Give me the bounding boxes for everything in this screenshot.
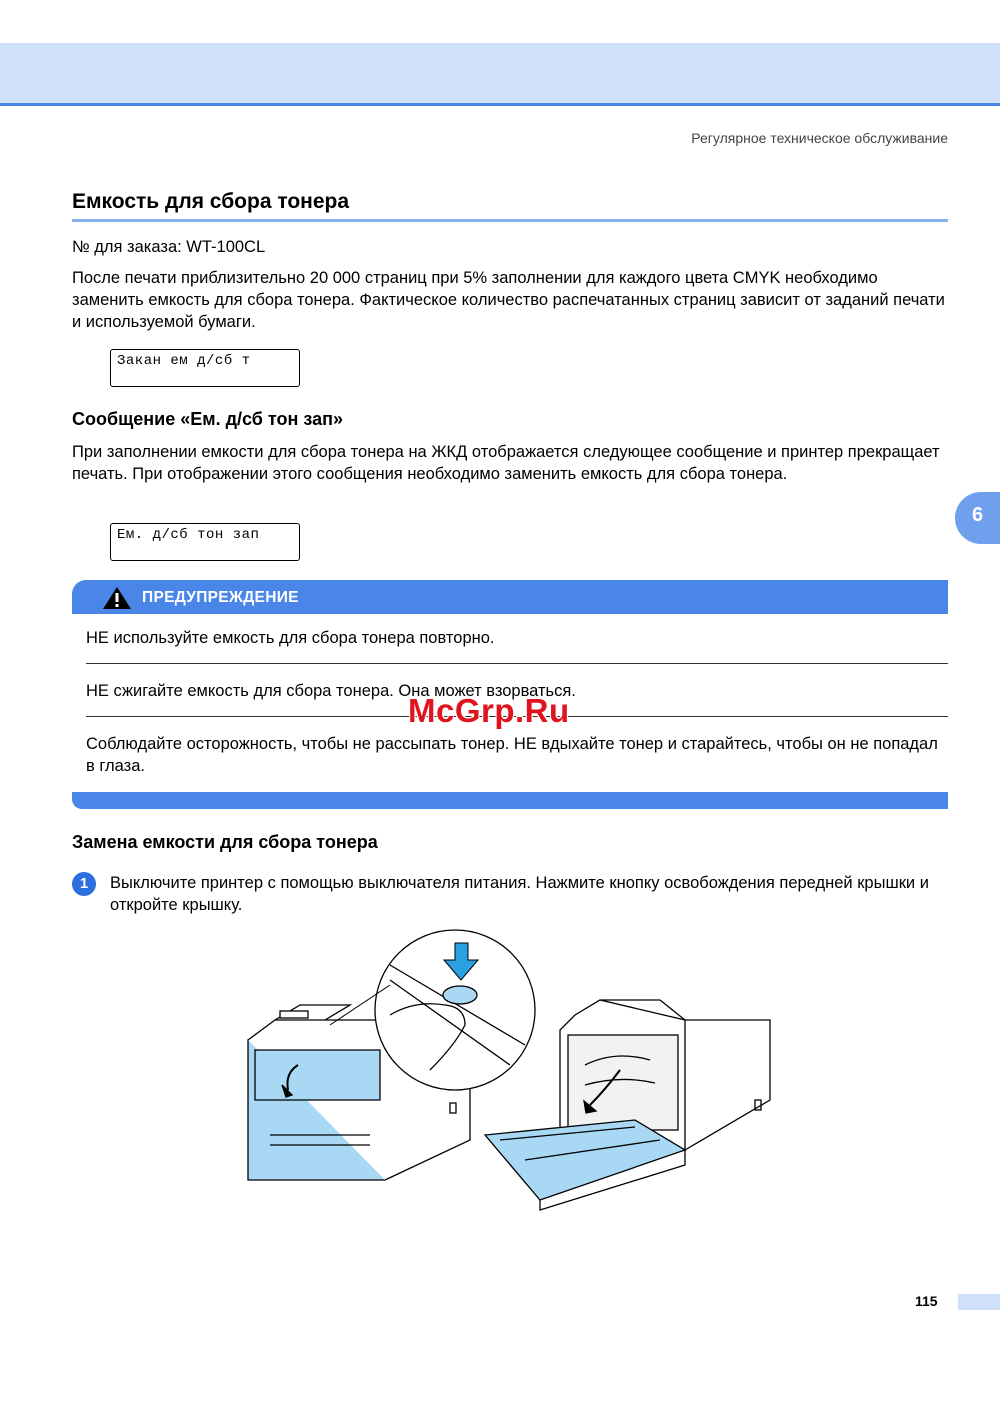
warning-header (72, 580, 948, 614)
message-paragraph: При заполнении емкости для сбора тонера на ЖКД отображается следующее сообщение и принтер прекращает печать. При отображении этого сообщения необходимо заменить емкость для сбора тонера. (72, 443, 940, 483)
chapter-tab: 6 (955, 492, 1000, 544)
printer-illustration (240, 925, 780, 1215)
warning-title: ПРЕДУПРЕЖДЕНИЕ (142, 589, 299, 606)
intro-paragraph: После печати приблизительно 20 000 страниц при 5% заполнении для каждого цвета CMYK необходимо заменить емкость для сбора тонера. Фактическое количество распечатанных страниц зависит от заданий печати и используемой бумаги. (72, 269, 945, 331)
watermark-text: McGrp.Ru (408, 692, 570, 729)
step-text: Выключите принтер с помощью выключателя питания. Нажмите кнопку освобождения передней крышки и откройте крышку. (110, 874, 929, 914)
order-number: № для заказа: WT-100CL (72, 238, 266, 256)
warning-divider (86, 663, 948, 664)
warning-item-1: НЕ используйте емкость для сбора тонера повторно. (86, 629, 495, 647)
section-title-rule (72, 219, 948, 222)
replace-section-title: Замена емкости для сбора тонера (72, 832, 378, 852)
page-number-tab (958, 1294, 1000, 1310)
warning-triangle-icon (102, 586, 132, 610)
message-section-title: Сообщение «Ем. д/сб тон зап» (72, 409, 343, 429)
running-header: Регулярное техническое обслуживание (691, 130, 948, 146)
step-number-bullet: 1 (72, 872, 96, 896)
warning-item-3: Соблюдайте осторожность, чтобы не рассыпать тонер. НЕ вдыхайте тонер и старайтесь, чтобы он не попадал в глаза. (86, 735, 938, 775)
top-band (0, 43, 1000, 106)
warning-item-2: НЕ сжигайте емкость для сбора тонера. Она может взорваться. (86, 682, 576, 700)
section-title: Емкость для сбора тонера (72, 190, 350, 213)
page-number: 115 (915, 1293, 938, 1309)
warning-footer-bar (72, 792, 948, 809)
lcd-display-replace: Закан ем д/сб т (110, 349, 300, 387)
lcd-display-full: Ем. д/сб тон зап (110, 523, 300, 561)
